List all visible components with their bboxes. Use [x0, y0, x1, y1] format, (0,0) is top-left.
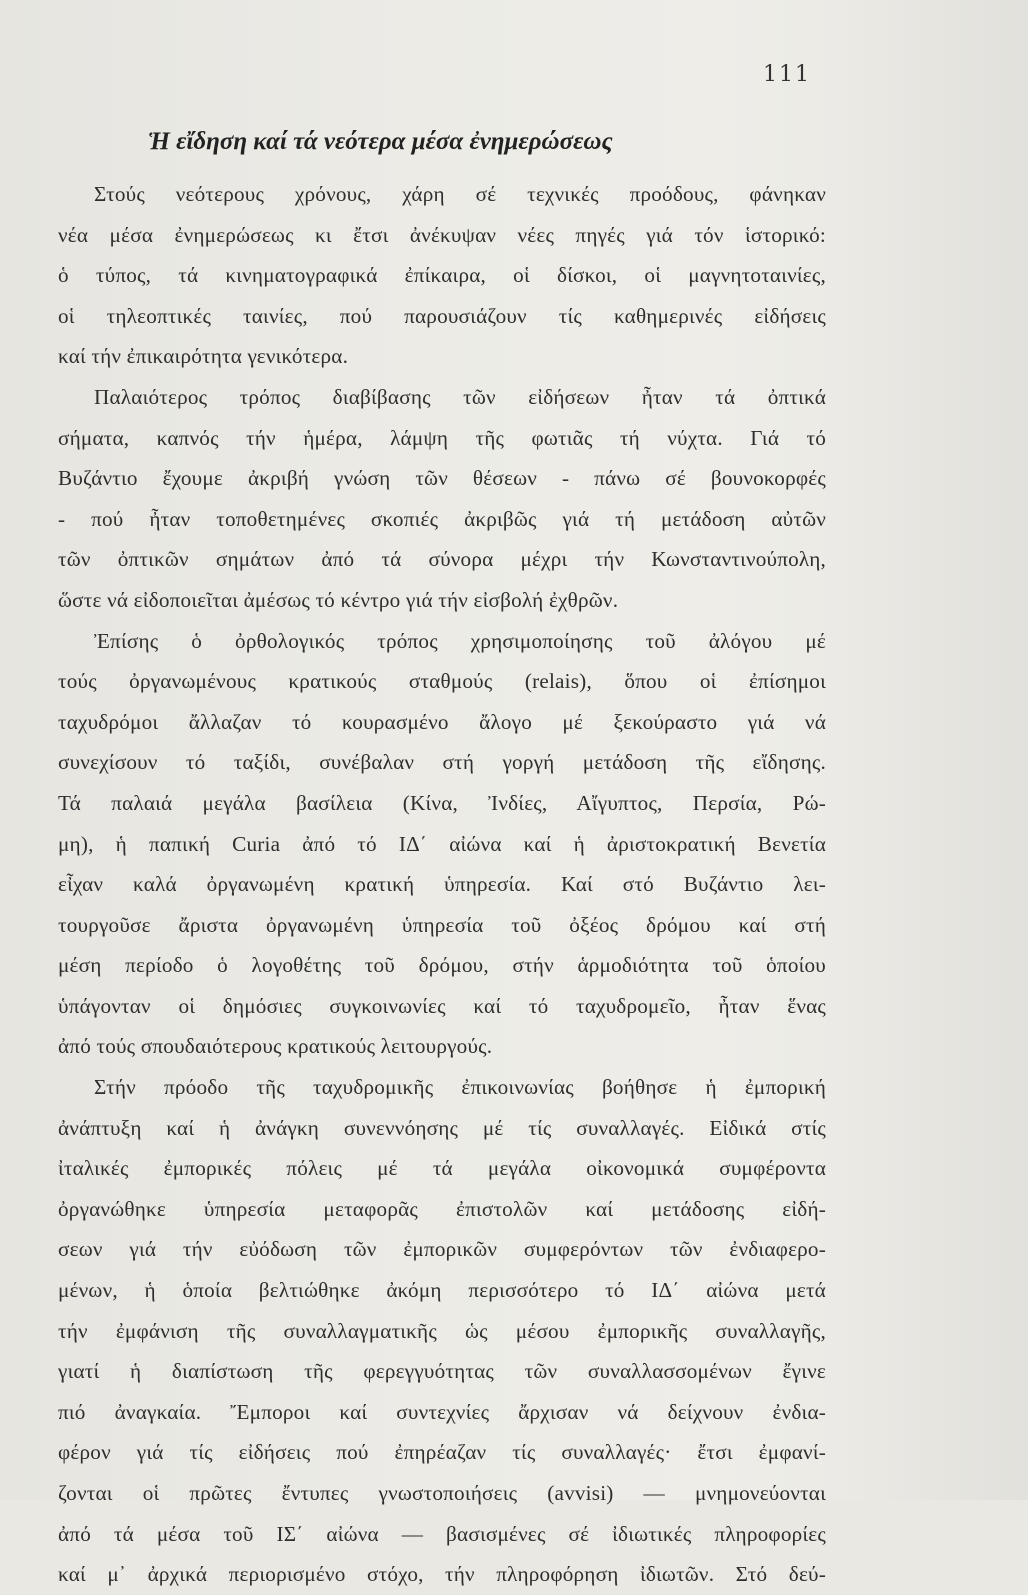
text-line: Στούς νεότερους χρόνους, χάρη σέ τεχνικές προόδους, φάνηκαν [94, 182, 826, 206]
text-line: τήν ἐμφάνιση τῆς συναλλαγματικῆς ὡς μέσου ἐμπορικῆς συναλλαγῆς, [58, 1318, 826, 1343]
text-line: ἀπό τά μέσα τοῦ ΙΣ΄ αἰώνα — βασισμένες σέ ἰδιωτικές πληροφορίες [58, 1521, 826, 1546]
text-line: καί τήν ἐπικαιρότητα γενικότερα. [58, 344, 349, 369]
text-line: οἱ τηλεοπτικές ταινίες, πού παρουσιάζουν τίς καθημερινές εἰδήσεις [58, 303, 826, 328]
text-line: τῶν ὀπτικῶν σημάτων ἀπό τά σύνορα μέχρι τήν Κωνσταντινούπολη, [58, 547, 826, 572]
text-line: ζονται οἱ πρῶτες ἔντυπες γνωστοποιήσεις (avvisi) — μνημονεύονται [58, 1481, 826, 1505]
text-line: τούς ὀργανωμένους κρατικούς σταθμούς (relais), ὅπου οἱ ἐπίσημοι [58, 669, 826, 694]
text-line: συνεχίσουν τό ταξίδι, συνέβαλαν στή γοργή μετάδοση τῆς εἴδησης. [58, 750, 826, 775]
text-line: φέρον γιά τίς εἰδήσεις πού ἐπηρέαζαν τίς συναλλαγές· ἔτσι ἐμφανί- [58, 1440, 826, 1465]
text-line: τουργοῦσε ἄριστα ὀργανωμένη ὑπηρεσία τοῦ ὀξέος δρόμου καί στή [58, 912, 826, 937]
text-line: ταχυδρόμοι ἄλλαζαν τό κουρασμένο ἄλογο μέ ξεκούραστο γιά νά [58, 709, 826, 734]
bleed-through-shadow [828, 0, 1028, 1500]
section-heading: Ἡ εἴδηση καί τά νεότερα μέσα ἐνημερώσεως [148, 128, 613, 155]
text-line: ὀργανώθηκε ὑπηρεσία μεταφορᾶς ἐπιστολῶν καί μετάδοσης εἰδή- [58, 1196, 826, 1221]
text-line: σήματα, καπνός τήν ἡμέρα, λάμψη τῆς φωτιᾶς τή νύχτα. Γιά τό [58, 425, 826, 450]
text-line: μένων, ἡ ὁποία βελτιώθηκε ἀκόμη περισσότερο τό ΙΔ΄ αἰώνα μετά [58, 1278, 826, 1303]
text-line: Στήν πρόοδο τῆς ταχυδρομικῆς ἐπικοινωνίας βοήθησε ἡ ἐμπορική [94, 1075, 826, 1100]
text-line: Παλαιότερος τρόπος διαβίβασης τῶν εἰδήσεων ἦταν τά ὀπτικά [94, 384, 826, 409]
text-line: γιατί ἡ διαπίστωση τῆς φερεγγυότητας τῶν συναλλασσομένων ἔγινε [58, 1359, 826, 1384]
text-line: - πού ἦταν τοποθετημένες σκοπιές ἀκριβῶς γιά τή μετάδοση αὐτῶν [58, 506, 826, 531]
text-line: μέση περίοδο ὁ λογοθέτης τοῦ δρόμου, στήν ἁρμοδιότητα τοῦ ὁποίου [58, 953, 826, 978]
text-line: Ἐπίσης ὁ ὀρθολογικός τρόπος χρησιμοποίησης τοῦ ἀλόγου μέ [94, 628, 826, 653]
text-line: εἶχαν καλά ὀργανωμένη κρατική ὑπηρεσία. Καί στό Βυζάντιο λει- [58, 872, 826, 897]
text-line: μη), ἡ παπική Curia ἀπό τό ΙΔ΄ αἰώνα καί ἡ ἀριστοκρατική Βενετία [58, 831, 826, 856]
text-line: ἰταλικές ἐμπορικές πόλεις μέ τά μεγάλα οἰκονομικά συμφέροντα [58, 1156, 826, 1181]
body-text [58, 174, 826, 1595]
text-line: ἀπό τούς σπουδαιότερους κρατικούς λειτουργούς. [58, 1034, 493, 1059]
text-line: νέα μέσα ἐνημερώσεως κι ἔτσι ἀνέκυψαν νέες πηγές γιά τόν ἱστορικό: [58, 222, 826, 247]
text-line: σεων γιά τήν εὐόδωση τῶν ἐμπορικῶν συμφερόντων τῶν ἐνδιαφερο- [58, 1237, 826, 1262]
text-line: Τά παλαιά μεγάλα βασίλεια (Κίνα, Ἰνδίες, Αἴγυπτος, Περσία, Ρώ- [58, 790, 826, 815]
text-line: Βυζάντιο ἔχουμε ἀκριβή γνώση τῶν θέσεων - πάνω σέ βουνοκορφές [58, 466, 826, 491]
text-line: ἀνάπτυξη καί ἡ ἀνάγκη συνεννόησης μέ τίς συναλλαγές. Εἰδικά στίς [58, 1115, 826, 1140]
text-line: πιό ἀναγκαία. Ἔμποροι καί συντεχνίες ἄρχισαν νά δείχνουν ἐνδια- [58, 1399, 826, 1424]
text-line: ὑπάγονταν οἱ δημόσιες συγκοινωνίες καί τό ταχυδρομεῖο, ἦταν ἕνας [58, 993, 826, 1018]
text-line: ὁ τύπος, τά κινηματογραφικά ἐπίκαιρα, οἱ δίσκοι, οἱ μαγνητοταινίες, [58, 263, 826, 288]
page-number: 111 [763, 62, 811, 87]
text-line: καί μ᾿ ἀρχικά περιορισμένο στόχο, τήν πληροφόρηση ἰδιωτῶν. Στό δεύ- [58, 1562, 826, 1587]
text-line: ὥστε νά εἰδοποιεῖται ἀμέσως τό κέντρο γιά τήν εἰσβολή ἐχθρῶν. [58, 587, 619, 612]
